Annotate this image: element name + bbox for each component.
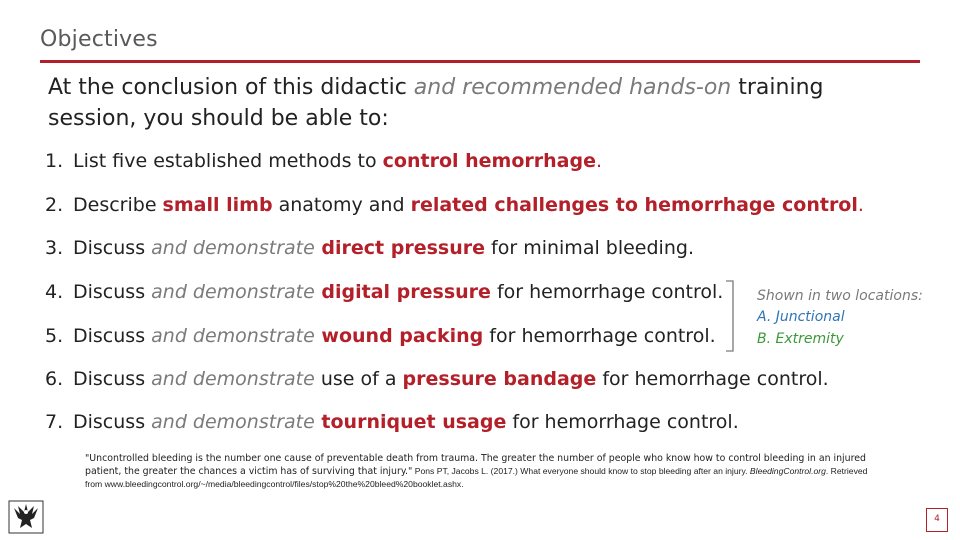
grouping-bracket	[725, 280, 739, 352]
citation-source: BleedingControl.org	[749, 466, 826, 476]
objective-text: for hemorrhage control.	[596, 368, 829, 390]
objective-keyword: small limb	[162, 194, 273, 216]
objective-6	[45, 368, 829, 390]
objective-number: 5.	[45, 325, 64, 347]
side-note-extremity: B. Extremity	[757, 331, 844, 347]
citation-text: Pons PT, Jacobs L. (2017.) What everyone should know to stop bleeding after an injury.	[412, 466, 750, 476]
objective-text: Discuss	[73, 368, 152, 390]
objective-3	[45, 237, 694, 259]
objective-muted: and demonstrate	[151, 368, 315, 390]
objective-7	[45, 411, 739, 433]
objective-muted: and demonstrate	[151, 237, 315, 259]
objective-number: 2.	[45, 194, 64, 216]
objective-text: Discuss	[73, 325, 152, 347]
eagle-logo-icon	[8, 500, 44, 534]
objective-end: .	[857, 194, 864, 216]
objective-muted: and demonstrate	[151, 325, 315, 347]
objective-keyword: digital pressure	[314, 281, 491, 303]
objective-muted: and demonstrate	[151, 281, 315, 303]
quote-citation	[85, 452, 885, 491]
objective-5	[45, 325, 716, 347]
objective-muted: and demonstrate	[151, 411, 315, 433]
objective-end: .	[595, 150, 603, 172]
quote-text: "Uncontrolled bleeding is the number one cause of preventable death from trauma. The greater the number of people who know how to control bleeding in an injured patient, the greater the chances a victim has of surviving that injury."	[85, 453, 866, 477]
title-divider	[40, 60, 920, 63]
citation-url: . Retrieved from www.bleedingcontrol.org/~/media/bleedingcontrol/files/stop%20the%20bleed%20booklet.ashx.	[85, 466, 868, 489]
objective-number: 7.	[45, 411, 64, 433]
objective-text: for hemorrhage control.	[490, 281, 724, 303]
objective-number: 4.	[45, 281, 64, 303]
objective-text: use of a	[314, 368, 403, 390]
side-note-heading	[757, 288, 923, 304]
objective-1	[45, 150, 602, 172]
objective-text: for hemorrhage control.	[483, 325, 716, 347]
objective-text: Discuss	[73, 411, 152, 433]
objective-2	[45, 194, 864, 216]
intro-text	[48, 72, 898, 134]
objective-keyword: related challenges to hemorrhage control	[410, 194, 858, 216]
side-note-heading-text: Shown in two locations:	[757, 288, 923, 304]
side-note-junctional: A. Junctional	[757, 309, 845, 325]
objective-keyword: direct pressure	[314, 237, 485, 259]
objective-text: anatomy and	[272, 194, 411, 216]
objective-4	[45, 281, 723, 303]
slide-title: Objectives	[40, 27, 158, 52]
objective-text: Describe	[73, 194, 163, 216]
intro-part-3: training session, you should be able to:	[48, 75, 824, 131]
objective-text: Discuss	[73, 237, 152, 259]
objective-text: Discuss	[73, 281, 152, 303]
objective-number: 6.	[45, 368, 64, 390]
objective-text: for minimal bleeding.	[485, 237, 694, 259]
objective-text: List five established methods to	[73, 150, 383, 172]
objective-keyword: pressure bandage	[402, 368, 597, 390]
objective-number: 1.	[45, 150, 64, 172]
objective-keyword: control hemorrhage	[382, 150, 596, 172]
intro-part-1: At the conclusion of this didactic	[48, 75, 414, 100]
objective-number: 3.	[45, 237, 64, 259]
objective-keyword: wound packing	[314, 325, 484, 347]
objective-keyword: tourniquet usage	[314, 411, 507, 433]
intro-part-2: and recommended hands-on	[413, 75, 732, 100]
page-number-badge: 4	[926, 508, 948, 532]
objective-text: for hemorrhage control.	[506, 411, 739, 433]
